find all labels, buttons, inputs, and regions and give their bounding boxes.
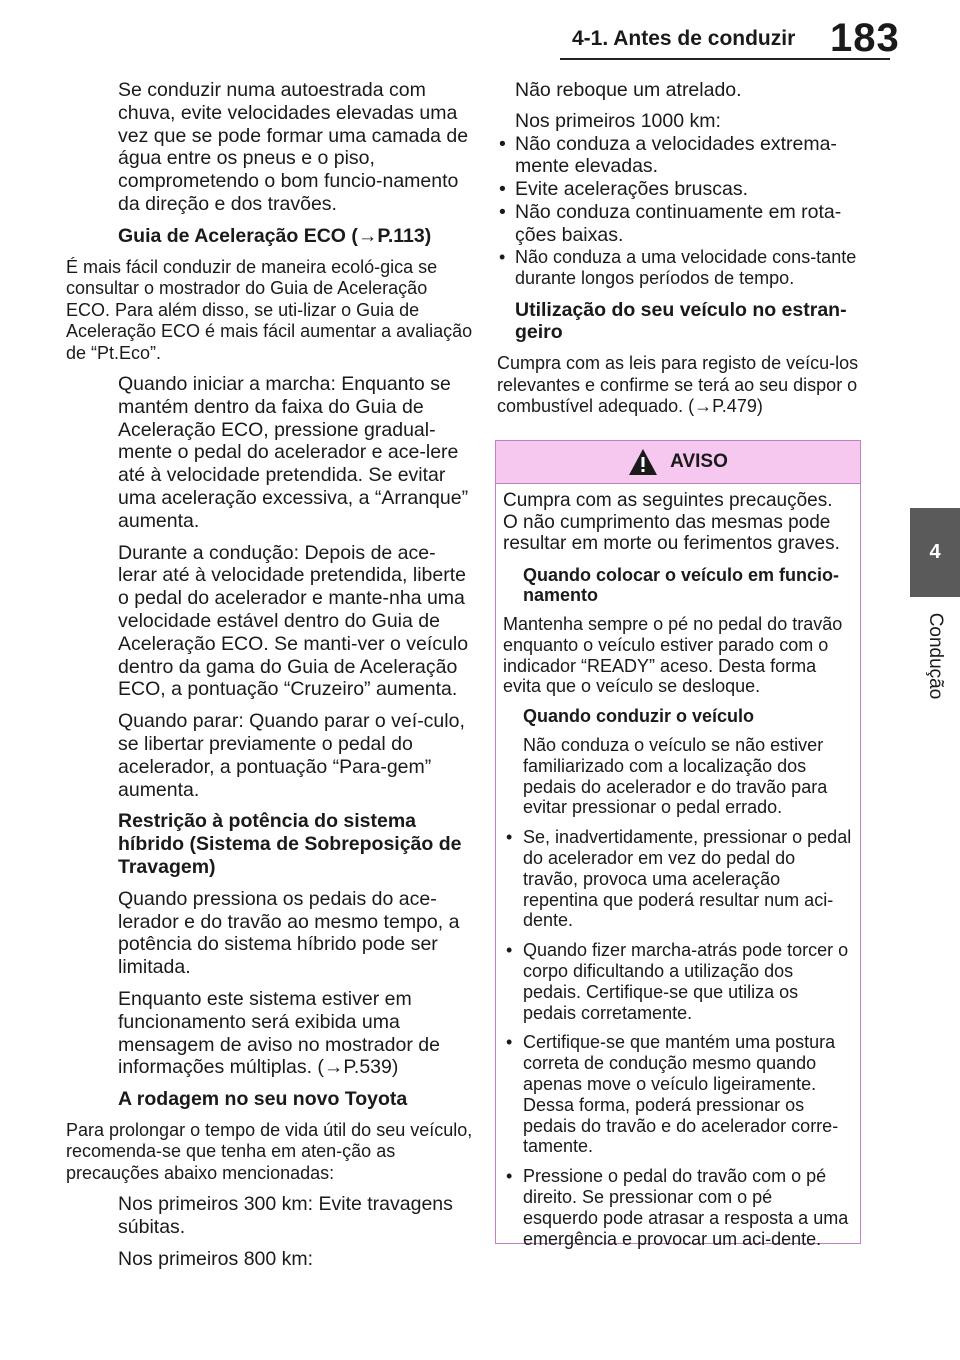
warning-header xyxy=(496,441,860,484)
warning-paragraph: Não conduza o veículo se não estiver familiarizado com a localização dos pedais do acelerador e do travão para evitar pressionar o pedal errado. xyxy=(523,735,828,818)
warning-lead: Cumpra com as seguintes precauções. O não cumprimento das mesmas pode resultar em morte ou ferimentos graves. xyxy=(503,490,840,554)
warning-box xyxy=(495,440,861,1249)
paragraph: É mais fácil conduzir de maneira ecoló-gica se consultar o mostrador do Guia de Aceleração ECO. Para além disso, se uti-lizar o Guia de Aceleração ECO é mais fácil aumentar a avaliação de “Pt.Eco”. xyxy=(66,256,473,363)
chapter-tab xyxy=(910,508,960,597)
sub-heading: Guia de Aceleração ECO (→P.113) xyxy=(118,224,432,247)
paragraph: Nos primeiros 300 km: Evite travagens súbitas. xyxy=(118,1193,453,1239)
bullet-list xyxy=(497,133,867,290)
warning-body xyxy=(496,484,860,1249)
list-item: • Pressione o pedal do travão com o pé direito. Se pressionar com o pé esquerdo pode atrasar a resposta a uma emergência e provocar um aci-dente. xyxy=(503,1166,852,1249)
page-number: 183 xyxy=(830,16,900,60)
paragraph: Nos primeiros 1000 km: xyxy=(515,109,721,132)
list-item: • Certifique-se que mantém uma postura correta de condução mesmo quando apenas move o veículo ligeiramente. Dessa forma, poderá pressionar os pedais do travão e do acelerador corre-tamente. xyxy=(503,1032,852,1157)
list-item: • Evite acelerações bruscas. xyxy=(497,178,867,201)
warning-title: AVISO xyxy=(670,451,728,472)
list-item: • Se, inadvertidamente, pressionar o pedal do acelerador em vez do pedal do travão, provoca uma aceleração repentina que poderá resultar num aci-dente. xyxy=(503,827,852,931)
warning-subheading: Quando conduzir o veículo xyxy=(523,706,755,727)
right-column xyxy=(497,79,867,427)
paragraph: Durante a condução: Depois de ace-lerar até à velocidade pretendida, liberte o pedal do acelerador e mante-nha uma velocidade estável dentro do Guia de Aceleração ECO. Se manti-ver o veículo dentro da gama do Guia de Aceleração ECO, a pontuação “Cruzeiro” aumenta. xyxy=(118,541,469,701)
left-column xyxy=(66,79,474,1280)
paragraph: Cumpra com as leis para registo de veícu-los relevantes e confirme se terá ao seu dispor o combustível adequado. (→P.479) xyxy=(497,353,859,417)
paragraph: Para prolongar o tempo de vida útil do seu veículo, recomenda-se que tenha em aten-ção as precauções abaixo mencionadas: xyxy=(66,1119,473,1183)
paragraph: Quando pressiona os pedais do ace-lerador e do travão ao mesmo tempo, a potência do sistema híbrido pode ser limitada. xyxy=(118,887,460,979)
chapter-number: 4 xyxy=(929,541,941,563)
warning-triangle-icon xyxy=(628,448,658,476)
list-item: • Quando fizer marcha-atrás pode torcer o corpo dificultando a utilização dos pedais. Certifique-se que utiliza os pedais corretamente. xyxy=(503,940,852,1023)
paragraph: Quando parar: Quando parar o veí-culo, se libertar previamente o pedal do acelerador, a pontuação “Para-gem” aumenta. xyxy=(118,710,465,801)
list-item: • Não conduza a uma velocidade cons-tante durante longos períodos de tempo. xyxy=(497,247,867,290)
paragraph: Enquanto este sistema estiver em funcionamento será exibida uma mensagem de aviso no mostrador de informações múltiplas. (→P.539) xyxy=(118,988,440,1079)
sub-heading: Restrição à potência do sistema híbrido (Sistema de Sobreposição de Travagem) xyxy=(118,810,462,879)
paragraph: Não reboque um atrelado. xyxy=(515,79,742,101)
paragraph: Quando iniciar a marcha: Enquanto se mantém dentro da faixa do Guia de Aceleração ECO, pressione gradual-mente o pedal do acelerador e ace-lere até à velocidade pretendida. Se evitar uma aceleração excessiva, a “Arranque” aumenta. xyxy=(118,373,469,532)
sub-heading: Utilização do seu veículo no estran-geiro xyxy=(515,298,847,344)
sub-heading: A rodagem no seu novo Toyota xyxy=(118,1088,408,1111)
section-title: 4-1. Antes de conduzir xyxy=(572,27,796,50)
paragraph: Nos primeiros 800 km: xyxy=(118,1248,314,1271)
warning-subheading: Quando colocar o veículo em funcio-namento xyxy=(523,564,840,606)
list-item: • Não conduza a velocidades extrema-mente elevadas. xyxy=(497,133,867,179)
chapter-label: Condução xyxy=(925,612,946,700)
list-item: • Não conduza continuamente em rota-ções baixas. xyxy=(497,201,867,247)
warning-paragraph: Mantenha sempre o pé no pedal do travão enquanto o veículo estiver parado com o indicador “READY” aceso. Desta forma evita que o veículo se desloque. xyxy=(503,614,843,697)
paragraph: Se conduzir numa autoestrada com chuva, evite velocidades elevadas uma vez que se pode formar uma camada de água entre os pneus e o piso, comprometendo o bom funcio-namento da direção e dos travões. xyxy=(118,79,469,215)
header-divider xyxy=(560,58,890,60)
warning-bullet-list xyxy=(503,827,852,1249)
